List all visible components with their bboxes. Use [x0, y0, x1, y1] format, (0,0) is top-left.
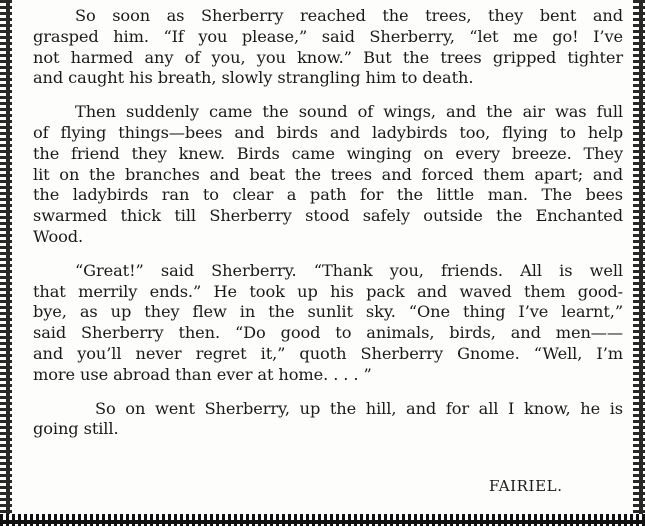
decorative-border-right	[633, 0, 645, 514]
text-line: not harmed any of you, you know.” But the trees gripped tighter	[33, 47, 623, 67]
text-line: So soon as Sherberry reached the trees, they bent and	[75, 6, 623, 25]
text-line: more use abroad than ever at home. . . . ”	[33, 364, 372, 384]
text-line: the friend they knew. Birds came winging on every breeze. They	[33, 143, 623, 163]
paragraph-4	[33, 399, 623, 441]
text-line: Then suddenly came the sound of wings, and the air was full	[75, 102, 623, 122]
text-line: the ladybirds ran to clear a path for the little man. The bees	[33, 185, 623, 205]
text-line: and caught his breath, slowly strangling him to death.	[33, 68, 474, 88]
text-line: bye, as up they flew in the sunlit sky. “One thing I’ve learnt,”	[33, 302, 623, 322]
text-line: swarmed thick till Sherberry stood safely outside the Enchanted	[33, 206, 623, 226]
text-line: going still.	[33, 419, 119, 439]
text-line: and you’ll never regret it,” quoth Sherberry Gnome. “Well, I’m	[33, 343, 623, 363]
text-line: said Sherberry then. “Do good to animals, birds, and men——	[33, 323, 623, 343]
paragraph-3	[33, 261, 623, 386]
text-line: grasped him. “If you please,” said Sherberry, “let me go! I’ve	[33, 26, 623, 46]
text-line: Wood.	[33, 226, 84, 246]
text-line: lit on the branches and beat the trees and forced them apart; and	[33, 164, 623, 184]
author-signature: FAIRIEL.	[489, 477, 563, 495]
paragraph-1	[33, 6, 623, 89]
text-line: “Great!” said Sherberry. “Thank you, friends. All is well	[75, 260, 623, 280]
text-line: that merrily ends.” He took up his pack and waved them good-	[33, 281, 623, 301]
text-line: So on went Sherberry, up the hill, and for all I know, he is	[95, 398, 623, 418]
text-line: of flying things—bees and birds and ladybirds too, flying to help	[33, 122, 623, 142]
paragraph-2	[33, 102, 623, 248]
decorative-border-bottom	[0, 514, 645, 526]
decorative-border-left	[0, 0, 12, 514]
story-text	[33, 6, 623, 453]
